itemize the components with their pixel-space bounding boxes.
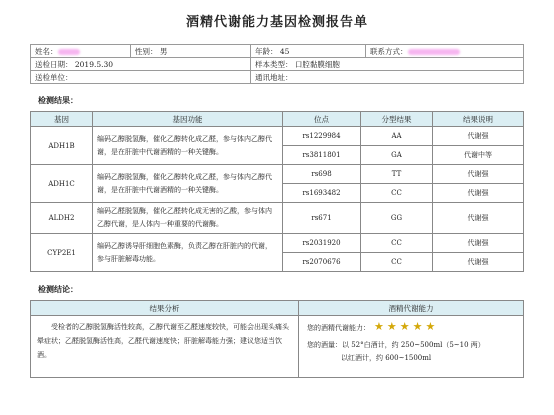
gene-cell: CYP2E1 [31, 234, 93, 272]
amount-line-1: 您的酒量：以 52°白酒计，约 250~500ml（5~10 两） [307, 341, 485, 349]
contact-cell [366, 45, 524, 58]
table-row [31, 127, 524, 146]
amount-line-2: 以红酒计，约 600~1500ml [341, 354, 432, 362]
header-function: 基因功能 [93, 112, 283, 127]
capacity-cell [299, 316, 524, 378]
sample-value: 口腔黏膜细胞 [294, 59, 340, 69]
site-cell: rs2070676 [283, 253, 361, 272]
report-title: 酒精代谢能力基因检测报告单 [185, 15, 368, 30]
header-gene: 基因 [31, 112, 93, 127]
function-cell: 编码乙醇诱导肝细胞色素酶，负责乙醇在肝脏内的代谢，参与肝脏解毒功能。 [93, 234, 283, 272]
function-cell: 编码乙醛脱氢酶，催化乙醛转化成无害的乙酸，参与体内乙醇代谢，是人体内一种重要的代谢酶。 [93, 203, 283, 234]
age-value: 45 [279, 46, 290, 56]
conclusion-section-title: 检测结论： [38, 284, 78, 294]
type-cell: GG [361, 203, 433, 234]
date-cell [31, 58, 251, 71]
redacted-name [58, 49, 80, 55]
age-label: 年龄： [255, 46, 278, 56]
date-label: 送检日期： [35, 59, 73, 69]
capacity-label: 您的酒精代谢能力： [307, 324, 370, 332]
sample-cell [251, 58, 524, 71]
gender-value: 男 [159, 46, 168, 56]
site-cell: rs1229984 [283, 127, 361, 146]
header-site: 位点 [283, 112, 361, 127]
report-page [30, 6, 524, 378]
site-cell: rs698 [283, 165, 361, 184]
site-cell: rs2031920 [283, 234, 361, 253]
note-cell: 代谢强 [433, 234, 524, 253]
analysis-text: 受检者的乙醇脱氢酶活性较高，乙醇代谢至乙醛速度较快，可能会出现头痛头晕症状；乙醛脱氢酶活性高，乙醛代谢速度快；肝脏解毒能力强；建议您适当饮酒。 [31, 316, 299, 378]
info-table [30, 44, 524, 84]
rating-stars-icon: ★★★★★ [374, 320, 439, 333]
type-cell: CC [361, 253, 433, 272]
function-cell: 编码乙醇脱氢酶，催化乙醇转化成乙醛，参与体内乙醇代谢，是在肝脏中代谢酒精的一种关键酶。 [93, 165, 283, 203]
table-row [31, 165, 524, 184]
results-table [30, 111, 524, 272]
site-cell: rs1693482 [283, 184, 361, 203]
table-row [31, 203, 524, 234]
age-cell [251, 45, 366, 58]
site-cell: rs671 [283, 203, 361, 234]
name-cell [31, 45, 131, 58]
conclusion-row [31, 316, 524, 378]
function-cell: 编码乙醇脱氢酶，催化乙醇转化成乙醛，参与体内乙醇代谢，是在肝脏中代谢酒精的一种关键酶。 [93, 127, 283, 165]
contact-label: 联系方式： [370, 46, 408, 56]
note-cell: 代谢强 [433, 165, 524, 184]
sample-label: 样本类型： [255, 59, 293, 69]
conclusion-table [30, 300, 524, 378]
header-type: 分型结果 [361, 112, 433, 127]
gender-label: 性别： [135, 46, 158, 56]
gender-cell [131, 45, 251, 58]
note-cell: 代谢强 [433, 127, 524, 146]
type-cell: CC [361, 184, 433, 203]
name-label: 姓名： [35, 46, 58, 56]
note-cell: 代谢强 [433, 253, 524, 272]
gene-cell: ADH1B [31, 127, 93, 165]
site-cell: rs3811801 [283, 146, 361, 165]
header-capacity: 酒精代谢能力 [299, 301, 524, 316]
address-label: 通讯地址： [255, 72, 293, 82]
note-cell: 代谢强 [433, 203, 524, 234]
conclusion-header-row [31, 301, 524, 316]
capacity-rating-line [307, 320, 515, 335]
note-cell: 代谢强 [433, 184, 524, 203]
type-cell: GA [361, 146, 433, 165]
type-cell: CC [361, 234, 433, 253]
redacted-contact [408, 49, 460, 55]
unit-cell [31, 71, 251, 84]
header-analysis: 结果分析 [31, 301, 299, 316]
results-section-title: 检测结果： [38, 95, 78, 105]
type-cell: AA [361, 127, 433, 146]
table-row [31, 234, 524, 253]
type-cell: TT [361, 165, 433, 184]
unit-label: 送检单位： [35, 72, 73, 82]
address-cell [251, 71, 524, 84]
gene-cell: ADH1C [31, 165, 93, 203]
gene-cell: ALDH2 [31, 203, 93, 234]
header-note: 结果说明 [433, 112, 524, 127]
results-header-row [31, 112, 524, 127]
note-cell: 代谢中等 [433, 146, 524, 165]
date-value: 2019.5.30 [74, 59, 114, 69]
